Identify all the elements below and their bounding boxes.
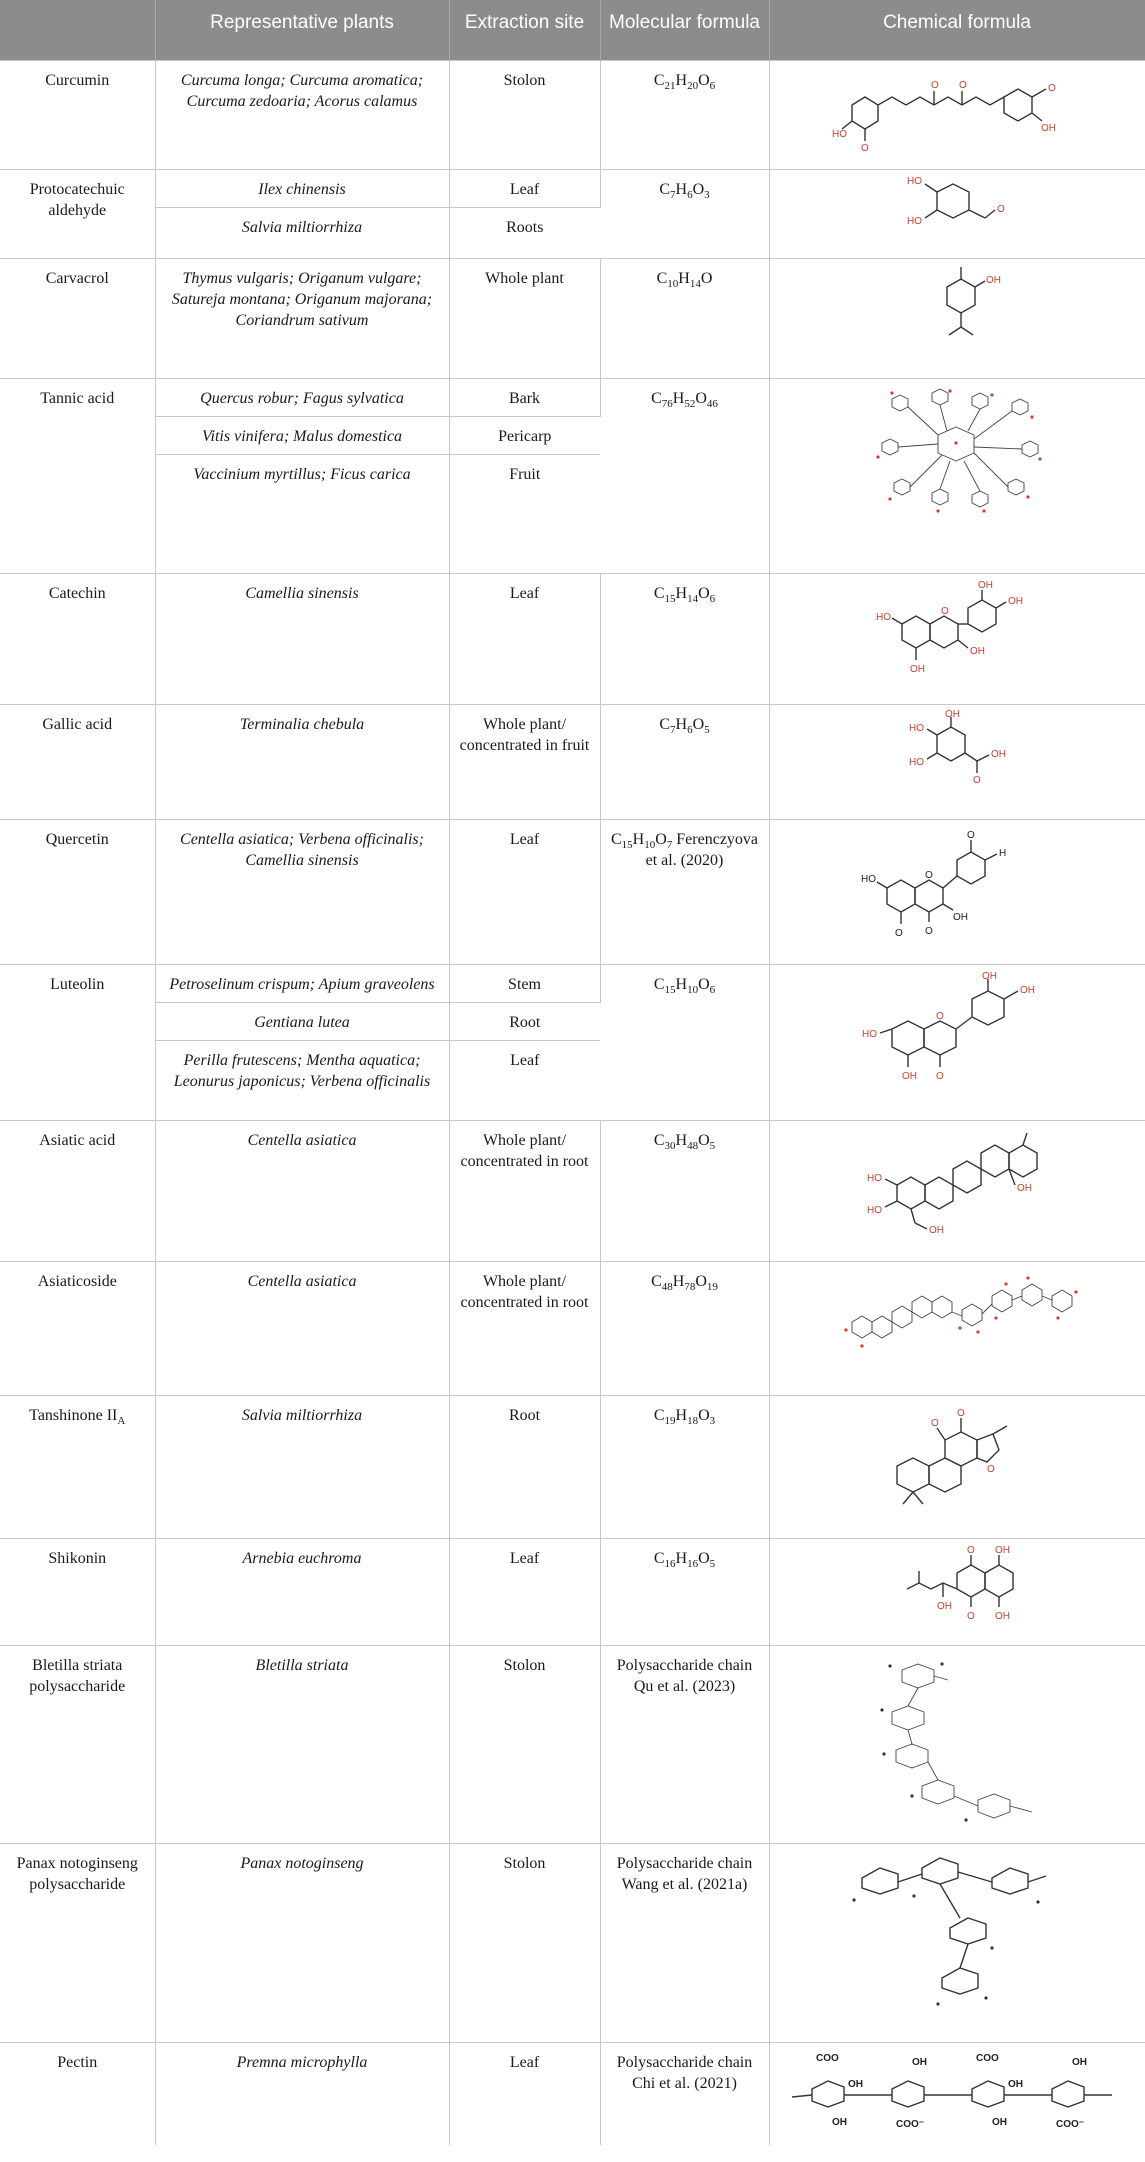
plant-list: Perilla frutescens; Mentha aquatica; Leonurus japonicus; Verbena officinalis <box>155 1040 449 1120</box>
svg-text:OH: OH <box>1017 1182 1033 1194</box>
plant-list: Arnebia euchroma <box>155 1538 449 1645</box>
extraction-site: Leaf <box>449 1040 600 1120</box>
extraction-site: Bark <box>449 378 600 416</box>
asiaticoside-structure-image <box>832 1266 1082 1376</box>
plant-list: Centella asiatica <box>155 1261 449 1395</box>
extraction-site: Stolon <box>449 1843 600 2042</box>
plant-list: Centella asiatica; Verbena officinalis; Camellia sinensis <box>155 819 449 964</box>
svg-text:HO: HO <box>861 873 877 885</box>
compound-name: Asiatic acid <box>0 1120 155 1261</box>
header-chemical-formula: Chemical formula <box>769 0 1145 60</box>
plant-list: Premna microphylla <box>155 2042 449 2145</box>
shikonin-structure-image <box>867 1543 1047 1639</box>
plant-list: Gentiana lutea <box>155 1002 449 1040</box>
pectin-structure-image <box>782 2047 1132 2139</box>
table-row <box>0 573 1145 704</box>
table-row <box>0 60 1145 169</box>
panax-structure-image <box>842 1848 1072 2034</box>
svg-text:OH: OH <box>995 1610 1011 1622</box>
plant-list: Petroselinum crispum; Apium graveolens <box>155 964 449 1002</box>
formula-text: $C_{76}H_{52}O_{46}$ <box>651 389 718 410</box>
molecular-formula <box>600 60 769 169</box>
extraction-site: Stolon <box>449 1645 600 1843</box>
luteolin-structure-image <box>852 969 1062 1109</box>
svg-text:O: O <box>936 1070 945 1082</box>
extraction-site: Whole plant/ concentrated in root <box>449 1261 600 1395</box>
svg-text:H: H <box>999 847 1007 859</box>
svg-text:O: O <box>941 605 950 617</box>
svg-text:O: O <box>973 774 982 786</box>
plant-list: Panax notoginseng <box>155 1843 449 2042</box>
svg-text:O: O <box>931 79 940 91</box>
formula-text: $C_{15}H_{10}O_6$ <box>653 975 716 996</box>
extraction-site: Whole plant/ concentrated in fruit <box>449 704 600 819</box>
svg-text:O: O <box>987 1463 996 1475</box>
formula-text: $C_7H_6O_5$ <box>659 715 710 736</box>
svg-text:O: O <box>925 869 934 881</box>
molecular-formula <box>600 378 769 573</box>
svg-text:HO: HO <box>909 756 925 768</box>
svg-text:OH: OH <box>991 748 1007 760</box>
extraction-site: Stem <box>449 964 600 1002</box>
molecular-formula: Polysaccharide chain Chi et al. (2021) <box>600 2042 769 2145</box>
structure-quercetin <box>769 819 1145 964</box>
svg-text:O: O <box>1048 82 1057 94</box>
table-row <box>0 1538 1145 1645</box>
structure-shikonin <box>769 1538 1145 1645</box>
structure-luteolin <box>769 964 1145 1120</box>
plant-list: Quercus robur; Fagus sylvatica <box>155 378 449 416</box>
plant-list: Salvia miltiorrhiza <box>155 1395 449 1538</box>
structure-protocatechuic <box>769 169 1145 258</box>
bletilla-structure-image <box>862 1650 1052 1836</box>
svg-text:OH: OH <box>992 2116 1008 2128</box>
asiatic-structure-image <box>857 1125 1057 1251</box>
svg-text:HO: HO <box>907 215 923 227</box>
molecular-formula <box>600 1120 769 1261</box>
plant-list: Bletilla striata <box>155 1645 449 1843</box>
table-row <box>0 704 1145 819</box>
formula-text: $C_{15}H_{14}O_6$ <box>653 584 716 605</box>
structure-pectin <box>769 2042 1145 2145</box>
svg-text:HO: HO <box>907 175 923 187</box>
svg-text:O: O <box>925 925 934 937</box>
svg-text:COO: COO <box>976 2052 1000 2064</box>
svg-text:OH: OH <box>970 645 986 657</box>
compound-name: Shikonin <box>0 1538 155 1645</box>
svg-text:COO⁻: COO⁻ <box>1056 2118 1085 2130</box>
table-row <box>0 1645 1145 1843</box>
table-row <box>0 964 1145 1002</box>
molecular-formula <box>600 964 769 1120</box>
structure-curcumin <box>769 60 1145 169</box>
svg-text:HO: HO <box>876 611 892 623</box>
plant-list: Terminalia chebula <box>155 704 449 819</box>
compound-name: Protocatechuic aldehyde <box>0 169 155 258</box>
compound-name: Asiaticoside <box>0 1261 155 1395</box>
molecular-formula <box>600 169 769 258</box>
header-compound <box>0 0 155 60</box>
extraction-site: Whole plant <box>449 258 600 378</box>
svg-text:OH: OH <box>910 663 926 675</box>
molecular-formula <box>600 819 769 964</box>
extraction-site: Leaf <box>449 2042 600 2145</box>
molecular-formula: Polysaccharide chain Wang et al. (2021a) <box>600 1843 769 2042</box>
svg-text:OH: OH <box>953 911 969 923</box>
formula-text: $C_7H_6O_3$ <box>659 180 710 201</box>
svg-text:OH: OH <box>1008 2078 1024 2090</box>
svg-text:OH: OH <box>912 2056 928 2068</box>
formula-text: $C_{30}H_{48}O_5$ <box>653 1131 716 1152</box>
table-row <box>0 1261 1145 1395</box>
molecular-formula <box>600 704 769 819</box>
svg-text:OH: OH <box>902 1070 918 1082</box>
svg-text:HO: HO <box>862 1028 878 1040</box>
structure-tannic <box>769 378 1145 573</box>
structure-asiaticoside <box>769 1261 1145 1395</box>
compound-name: Luteolin <box>0 964 155 1120</box>
svg-text:OH: OH <box>978 579 994 591</box>
svg-text:OH: OH <box>1020 984 1036 996</box>
tanshinone-structure-image <box>857 1400 1057 1530</box>
compound-name: Panax notoginseng polysaccharide <box>0 1843 155 2042</box>
svg-text:O: O <box>997 203 1006 215</box>
table-row <box>0 2042 1145 2145</box>
header-molecular-formula: Molecular formula <box>600 0 769 60</box>
plant-list: Ilex chinensis <box>155 169 449 207</box>
table-row <box>0 258 1145 378</box>
compound-name: Quercetin <box>0 819 155 964</box>
compound-name: Carvacrol <box>0 258 155 378</box>
formula-text: $C_{21}H_{20}O_6$ <box>653 71 716 92</box>
formula-text: $C_{16}H_{16}O_5$ <box>653 1549 716 1570</box>
svg-text:O: O <box>967 1610 976 1622</box>
structure-tanshinone <box>769 1395 1145 1538</box>
svg-text:OH: OH <box>848 2078 864 2090</box>
tannic-structure-image <box>872 383 1042 517</box>
header-row <box>0 0 1145 60</box>
svg-text:COO: COO <box>816 2052 840 2064</box>
svg-text:OH: OH <box>986 274 1002 286</box>
structure-gallic <box>769 704 1145 819</box>
plant-list: Camellia sinensis <box>155 573 449 704</box>
svg-text:OH: OH <box>937 1600 953 1612</box>
structure-panax <box>769 1843 1145 2042</box>
plant-list: Centella asiatica <box>155 1120 449 1261</box>
plant-list: Vaccinium myrtillus; Ficus carica <box>155 454 449 573</box>
structure-carvacrol <box>769 258 1145 378</box>
svg-text:O: O <box>895 927 904 939</box>
carvacrol-structure-image <box>897 263 1017 363</box>
structure-asiatic <box>769 1120 1145 1261</box>
table-row <box>0 1120 1145 1261</box>
extraction-site: Fruit <box>449 454 600 573</box>
extraction-site: Stolon <box>449 60 600 169</box>
compound-name: Curcumin <box>0 60 155 169</box>
svg-text:HO: HO <box>867 1204 883 1216</box>
structure-catechin <box>769 573 1145 704</box>
molecular-formula <box>600 1261 769 1395</box>
extraction-site: Leaf <box>449 169 600 207</box>
molecular-formula <box>600 1538 769 1645</box>
structure-bletilla <box>769 1645 1145 1843</box>
formula-text: $C_{19}H_{18}O_3$ <box>653 1406 716 1427</box>
extraction-site: Leaf <box>449 819 600 964</box>
svg-text:O: O <box>931 1417 940 1429</box>
svg-text:HO: HO <box>832 128 848 140</box>
svg-text:OH: OH <box>832 2116 848 2128</box>
svg-text:O: O <box>957 1407 966 1419</box>
molecular-formula <box>600 573 769 704</box>
compound-name: Pectin <box>0 2042 155 2145</box>
compound-name: Bletilla striata polysaccharide <box>0 1645 155 1843</box>
extraction-site: Roots <box>449 207 600 258</box>
compound-name <box>0 1395 155 1538</box>
table-row <box>0 169 1145 207</box>
table-row <box>0 378 1145 416</box>
formula-text: $C_{48}H_{78}O_{19}$ <box>651 1272 718 1293</box>
molecular-formula: Polysaccharide chain Qu et al. (2023) <box>600 1645 769 1843</box>
compound-name-main: Tanshinone II <box>29 1406 118 1424</box>
svg-text:OH: OH <box>1008 595 1024 607</box>
molecular-formula <box>600 1395 769 1538</box>
svg-text:OH: OH <box>982 970 998 982</box>
extraction-site: Whole plant/ concentrated in root <box>449 1120 600 1261</box>
extraction-site: Leaf <box>449 573 600 704</box>
table-row <box>0 1395 1145 1538</box>
svg-text:O: O <box>967 1544 976 1556</box>
formula-text: $C_{10}H_{14}O$ <box>656 269 713 290</box>
extraction-site: Leaf <box>449 1538 600 1645</box>
header-representative-plants: Representative plants <box>155 0 449 60</box>
svg-text:OH: OH <box>945 708 961 720</box>
svg-text:HO: HO <box>909 722 925 734</box>
svg-text:OH: OH <box>1041 122 1057 134</box>
svg-text:O: O <box>959 79 968 91</box>
header-extraction-site: Extraction site <box>449 0 600 60</box>
curcumin-structure-image <box>832 65 1082 155</box>
formula-reference: Ferenczyova et al. (2020) <box>645 830 759 869</box>
svg-text:OH: OH <box>929 1224 945 1236</box>
svg-text:HO: HO <box>867 1172 883 1184</box>
svg-text:O: O <box>936 1010 945 1022</box>
svg-text:OH: OH <box>1072 2056 1088 2068</box>
formula-text: $C_{15}H_{10}O_7$ <box>610 830 673 851</box>
catechin-structure-image <box>872 578 1042 688</box>
extraction-site: Root <box>449 1395 600 1538</box>
plant-list: Thymus vulgaris; Origanum vulgare; Satureja montana; Origanum majorana; Coriandrum sativum <box>155 258 449 378</box>
plant-list: Salvia miltiorrhiza <box>155 207 449 258</box>
compound-name: Catechin <box>0 573 155 704</box>
extraction-site: Root <box>449 1002 600 1040</box>
protocatechuic-structure-image <box>877 174 1037 252</box>
compound-name-subscript: A <box>117 1414 126 1427</box>
compound-name: Gallic acid <box>0 704 155 819</box>
svg-text:O: O <box>861 142 870 154</box>
extraction-site: Pericarp <box>449 416 600 454</box>
gallic-structure-image <box>887 709 1027 809</box>
svg-text:O: O <box>967 829 976 841</box>
quercetin-structure-image <box>857 824 1057 954</box>
molecular-formula <box>600 258 769 378</box>
table-row <box>0 1843 1145 2042</box>
svg-text:COO⁻: COO⁻ <box>896 2118 925 2130</box>
table-row <box>0 819 1145 964</box>
svg-text:OH: OH <box>995 1544 1011 1556</box>
plant-list: Vitis vinifera; Malus domestica <box>155 416 449 454</box>
plant-list: Curcuma longa; Curcuma aromatica; Curcuma zedoaria; Acorus calamus <box>155 60 449 169</box>
compound-name: Tannic acid <box>0 378 155 573</box>
